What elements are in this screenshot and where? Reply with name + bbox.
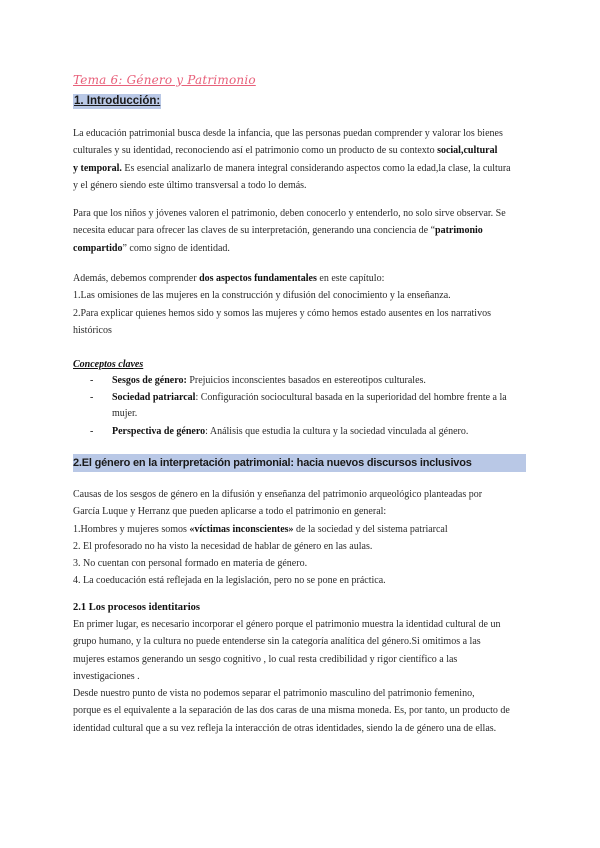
text-line: Desde nuestro punto de vista no podemos separar el patrimonio masculino del patrimonio femenino, bbox=[73, 688, 475, 700]
text-line: grupo humano, y la cultura no puede entenderse sin la categoría analítica del género.Si omitimos a las bbox=[73, 636, 481, 648]
section-heading-gender-interpretation: 2.El género en la interpretación patrimonial: hacia nuevos discursos inclusivos bbox=[73, 454, 526, 472]
text-line: 2. El profesorado no ha visto la necesidad de hablar de género en las aulas. bbox=[73, 540, 373, 552]
text-line: 3. No cuentan con personal formado en materia de género. bbox=[73, 558, 308, 570]
text-line: Para que los niños y jóvenes valoren el patrimonio, deben conocerlo y entenderlo, no solo sirve observar. Se bbox=[73, 208, 506, 219]
text-line: La educación patrimonial busca desde la infancia, que las personas puedan comprender y valorar los bienes bbox=[73, 128, 503, 139]
paragraph-education bbox=[73, 205, 535, 257]
concept-desc: : Análisis que estudia la cultura y la sociedad vinculada al género. bbox=[205, 426, 469, 437]
bullet-dash: - bbox=[90, 426, 94, 437]
text-line: investigaciones . bbox=[73, 670, 140, 682]
concept-term: Sociedad patriarcal bbox=[112, 392, 196, 403]
text-line: porque es el equivalente a la separación de las dos caras de una misma moneda. Es, por tanto, un producto de bbox=[73, 705, 510, 717]
text-line: Causas de los sesgos de género en la difusión y enseñanza del patrimonio arqueológico planteadas por bbox=[73, 489, 483, 500]
paragraph-identity bbox=[73, 616, 535, 737]
subsection-heading: 2.1 Los procesos identitarios bbox=[73, 602, 200, 613]
text-line: culturales y su identidad, reconociendo así el patrimonio como un producto de su contexto social,cultural bbox=[73, 145, 498, 157]
concept-desc: Prejuicios inconscientes basados en estereotipos culturales. bbox=[186, 375, 426, 386]
text-line: mujeres estamos generando un sesgo cognitivo , lo cual resta credibilidad y rigor científico a las bbox=[73, 653, 458, 665]
topic-title: Tema 6: Género y Patrimonio bbox=[73, 73, 256, 87]
text-line: 1.Hombres y mujeres somos «víctimas inconscientes» de la sociedad y del sistema patriarcal bbox=[73, 523, 448, 535]
text-line: 4. La coeducación está reflejada en la legislación, pero no se pone en práctica. bbox=[73, 575, 386, 587]
key-concepts-heading: Conceptos claves bbox=[73, 359, 144, 370]
text-line: y el género siendo este último transversal a todo lo demás. bbox=[73, 179, 307, 191]
text-line: 2.Para explicar quienes hemos sido y somos las mujeres y cómo hemos estado ausentes en los narrativos bbox=[73, 307, 491, 319]
concept-term: Sesgos de género: bbox=[112, 375, 187, 386]
text-line: y temporal. Es esencial analizarlo de manera integral considerando aspectos como la edad,la clase, la cultura bbox=[73, 162, 511, 174]
concept-desc: : Configuración sociocultural basada en la superioridad del hombre frente a la mujer. bbox=[112, 392, 507, 419]
bullet-dash: - bbox=[90, 392, 94, 403]
paragraph-aspects bbox=[73, 270, 535, 339]
paragraph-intro bbox=[73, 125, 535, 194]
concept-term: Perspectiva de género bbox=[112, 426, 206, 437]
text-line: históricos bbox=[73, 324, 112, 336]
text-line: necesita educar para ofrecer las claves de su interpretación, generando una conciencia de “patrimonio bbox=[73, 225, 483, 237]
bullet-dash: - bbox=[90, 375, 94, 386]
text-line: Además, debemos comprender dos aspectos fundamentales en este capítulo: bbox=[73, 273, 385, 284]
text-line: En primer lugar, es necesario incorporar el género porque el patrimonio muestra la identidad cultural de un bbox=[73, 619, 501, 630]
section-heading-introduction: 1. Introducción: bbox=[74, 95, 161, 107]
text-line: 1.Las omisiones de las mujeres en la construcción y difusión del conocimiento y la enseñanza. bbox=[73, 290, 451, 302]
text-line: identidad cultural que a su vez refleja la interacción de otras identidades, siendo la de género una de ellas. bbox=[73, 722, 497, 734]
text-line: García Luque y Herranz que pueden aplicarse a todo el patrimonio en general: bbox=[73, 506, 387, 518]
text-line: compartido” como signo de identidad. bbox=[73, 242, 230, 254]
paragraph-causes bbox=[73, 486, 535, 590]
